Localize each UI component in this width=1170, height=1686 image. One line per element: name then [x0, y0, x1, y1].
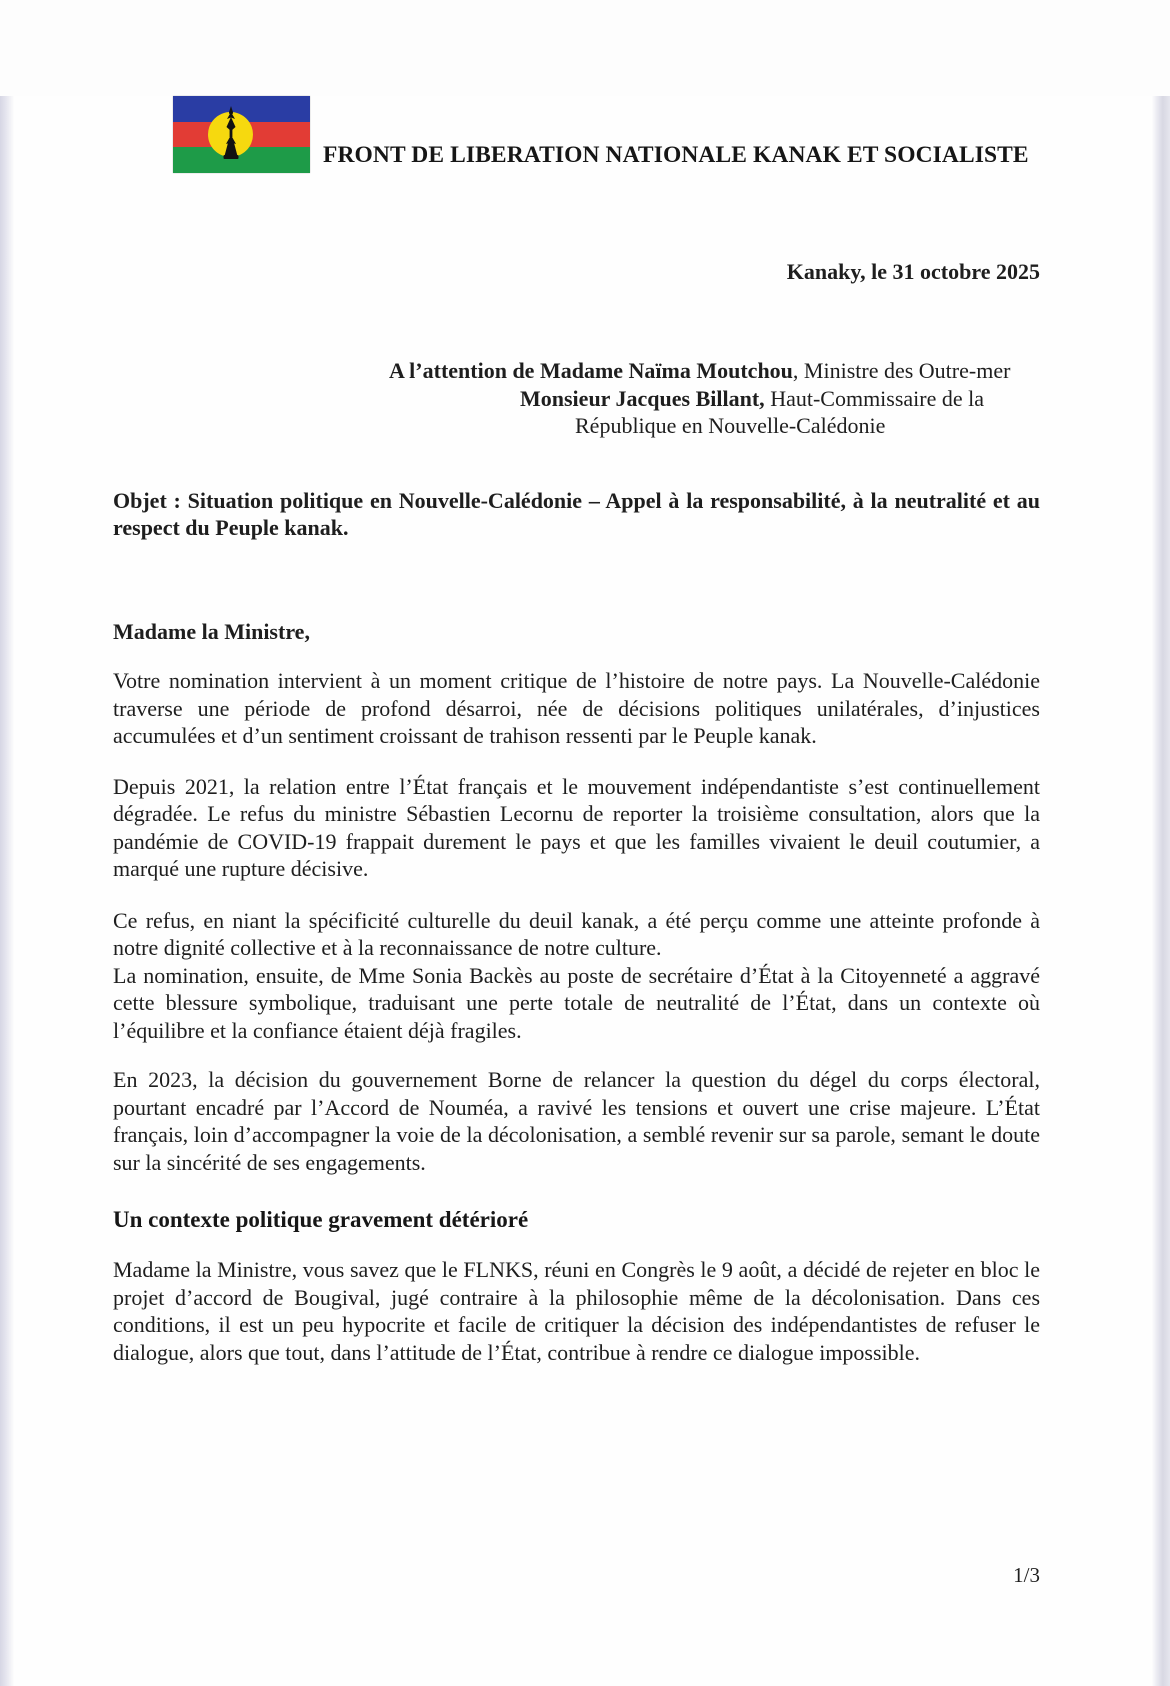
section-heading: Un contexte politique gravement détérioré — [113, 1207, 529, 1232]
recipient-line-1 — [389, 357, 1170, 385]
organization-name: FRONT DE LIBERATION NATIONALE KANAK ET SOCIALISTE — [323, 141, 1029, 168]
paragraph-3: Ce refus, en niant la spécificité culturelle du deuil kanak, a été perçu comme une atteinte profonde à notre dignité collective et à la reconnaissance de notre culture. — [113, 907, 1040, 960]
letterhead — [173, 96, 1170, 173]
subject-line: Objet : Situation politique en Nouvelle-Calédonie – Appel à la responsabilité, à la neutralité et au respect du Peuple kanak. — [113, 487, 1040, 540]
letter-page — [0, 96, 1170, 1686]
recipient-1-name: A l’attention de Madame Naïma Moutchou — [389, 358, 793, 383]
page-left-edge-shadow — [0, 96, 14, 1686]
recipient-line-3: République en Nouvelle-Calédonie — [575, 413, 886, 438]
fleche-faitiere-icon — [222, 106, 240, 162]
recipient-block — [0, 357, 1170, 440]
date-line: Kanaky, le 31 octobre 2025 — [786, 259, 1040, 284]
page-number: 1/3 — [1013, 1563, 1040, 1587]
paragraph-4: La nomination, ensuite, de Mme Sonia Backès au poste de secrétaire d’État à la Citoyenneté a aggravé cette blessure symbolique, traduisant une perte totale de neutralité de l’État, dans un contexte où l’équilibre et la confiance étaient déjà fragiles. — [113, 962, 1040, 1043]
recipient-line-2 — [520, 385, 1170, 413]
paragraph-5: En 2023, la décision du gouvernement Borne de relancer la question du dégel du corps électoral, pourtant encadré par l’Accord de Nouméa, a ravivé les tensions et ouvert une crise majeure. L’État français, loin d’accompagner la voie de la décolonisation, a semblé revenir sur sa parole, semant le doute sur la sincérité de ses engagements. — [113, 1067, 1040, 1175]
recipient-1-title: , Ministre des Outre-mer — [792, 358, 1011, 383]
paragraph-6: Madame la Ministre, vous savez que le FLNKS, réuni en Congrès le 9 août, a décidé de rejeter en bloc le projet d’accord de Bougival, jugé contraire à la philosophie même de la décolonisation. Dans ces conditions, il est un peu hypocrite et facile de critiquer la décision des indépendantistes de refuser le dialogue, alors que tout, dans l’attitude de l’État, contribue à rendre ce dialogue impossible. — [113, 1257, 1040, 1365]
paragraph-2: Depuis 2021, la relation entre l’État français et le mouvement indépendantiste s’est continuellement dégradée. Le refus du ministre Sébastien Lecornu de reporter la troisième consultation, alors que la pandémie de COVID-19 frappait durement le pays et que les familles vivaient le deuil coutumier, a marqué une rupture décisive. — [113, 773, 1040, 881]
recipient-2-title: Haut-Commissaire de la — [764, 385, 985, 411]
recipient-2-name: Monsieur Jacques Billant, — [520, 385, 765, 411]
salutation: Madame la Ministre, — [113, 618, 310, 644]
page-right-edge-shadow — [1152, 96, 1170, 1686]
kanaky-flag — [173, 96, 310, 173]
letter-body — [113, 487, 1040, 1367]
paragraph-1: Votre nomination intervient à un moment critique de l’histoire de notre pays. La Nouvelle-Calédonie traverse une période de profond désarroi, née de décisions politiques unilatérales, d’injustices accumulées et d’un sentiment croissant de trahison ressenti par le Peuple kanak. — [113, 668, 1040, 748]
